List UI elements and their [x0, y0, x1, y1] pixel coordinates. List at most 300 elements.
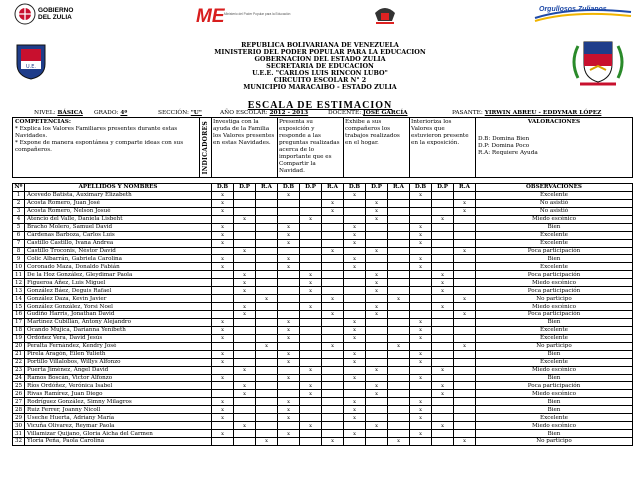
mark-cell: x: [278, 231, 300, 239]
mark-cell: [388, 303, 410, 311]
mark-cell: [344, 382, 366, 390]
col-ra-header-4: R.A: [454, 184, 476, 192]
orgullosos-zulianos-logo: [533, 4, 633, 24]
mark-cell: [410, 287, 432, 295]
student-name: Useche Huerta, Adriany María: [25, 414, 212, 422]
mark-cell: [322, 406, 344, 414]
student-name: Yloria Peña, Paola Carolina: [25, 438, 212, 446]
mark-cell: [366, 263, 388, 271]
mark-cell: [388, 215, 410, 223]
mark-cell: [388, 231, 410, 239]
mark-cell: [256, 207, 278, 215]
table-row: [13, 358, 633, 366]
mark-cell: x: [344, 430, 366, 438]
mark-cell: [454, 303, 476, 311]
observation: Bien: [476, 318, 633, 326]
mark-cell: x: [344, 334, 366, 342]
valoracion-dp: D.P: Domina Poco: [478, 143, 530, 149]
row-number: 4: [13, 215, 25, 223]
mark-cell: x: [432, 303, 454, 311]
mark-cell: [322, 350, 344, 358]
table-row: [13, 438, 633, 446]
student-name: González González, Yorsi Noel: [25, 303, 212, 311]
table-row: [13, 207, 633, 215]
mark-cell: [366, 406, 388, 414]
student-name: Portillo Villalobos, Willys Alfonzo: [25, 358, 212, 366]
student-name: Martínez Cubillán, Antony Alejandro: [25, 318, 212, 326]
mark-cell: x: [410, 358, 432, 366]
row-number: 9: [13, 255, 25, 263]
col-dp-header-3: D.P: [366, 184, 388, 192]
pasante-label: PASANTE:: [452, 110, 483, 116]
mark-cell: x: [212, 318, 234, 326]
mark-cell: x: [344, 239, 366, 247]
mark-cell: x: [344, 255, 366, 263]
mark-cell: [432, 231, 454, 239]
mark-cell: [432, 438, 454, 446]
observation: No participo: [476, 295, 633, 303]
mark-cell: [322, 414, 344, 422]
observation: No participo: [476, 438, 633, 446]
mark-cell: [300, 223, 322, 231]
competencias-title: COMPETENCIAS:: [15, 119, 71, 125]
student-name: Castillo Castillo, Ivana Andrea: [25, 239, 212, 247]
mark-cell: x: [432, 215, 454, 223]
mark-cell: x: [366, 287, 388, 295]
seccion-value: "U": [190, 110, 202, 116]
mark-cell: [212, 247, 234, 255]
mark-cell: [278, 215, 300, 223]
mark-cell: x: [278, 406, 300, 414]
mark-cell: x: [278, 318, 300, 326]
mark-cell: x: [454, 295, 476, 303]
students-table-body: [13, 191, 633, 445]
mark-cell: [212, 342, 234, 350]
info-docente: [328, 110, 408, 117]
valoracion-ra: R.A: Requiere Ayuda: [478, 150, 538, 156]
student-name: Colic Albarrán, Gabriela Carolina: [25, 255, 212, 263]
mark-cell: x: [432, 279, 454, 287]
observation: Poca participación: [476, 247, 633, 255]
mark-cell: x: [278, 263, 300, 271]
mark-cell: [256, 239, 278, 247]
mark-cell: [344, 438, 366, 446]
mark-cell: x: [278, 350, 300, 358]
mark-cell: [454, 231, 476, 239]
mark-cell: x: [256, 438, 278, 446]
mark-cell: [322, 255, 344, 263]
col-dp-header-2: D.P: [300, 184, 322, 192]
mark-cell: x: [300, 366, 322, 374]
nivel-value: BÁSICA: [57, 110, 83, 116]
student-name: Pirela Aragón, Eilen Yulieth: [25, 350, 212, 358]
row-number: 32: [13, 438, 25, 446]
mark-cell: [234, 255, 256, 263]
student-name: Ramos Boscán, Victor Alfonzo: [25, 374, 212, 382]
col-dp-header-4: D.P: [432, 184, 454, 192]
mark-cell: [322, 390, 344, 398]
mark-cell: [256, 334, 278, 342]
mark-cell: [410, 303, 432, 311]
mark-cell: [300, 295, 322, 303]
student-name: Atencio del Valle, Daniela Lisbeht: [25, 215, 212, 223]
table-row: [13, 414, 633, 422]
observation: Bien: [476, 398, 633, 406]
mark-cell: [388, 247, 410, 255]
mark-cell: [410, 422, 432, 430]
mark-cell: x: [278, 414, 300, 422]
row-number: 10: [13, 263, 25, 271]
observation: Miedo escénico: [476, 422, 633, 430]
ministry-logo-mark: ME: [196, 6, 225, 27]
mark-cell: x: [278, 255, 300, 263]
mark-cell: [432, 207, 454, 215]
table-row: [13, 239, 633, 247]
mark-cell: [432, 223, 454, 231]
mark-cell: [278, 207, 300, 215]
header-line-7: MUNICIPIO MARACAIBO - ESTADO ZULIA: [243, 83, 397, 91]
mark-cell: [454, 334, 476, 342]
mark-cell: [454, 374, 476, 382]
mark-cell: [388, 334, 410, 342]
table-row: [13, 295, 633, 303]
mark-cell: [234, 374, 256, 382]
mark-cell: [366, 231, 388, 239]
table-row: [13, 255, 633, 263]
observation: Excelente: [476, 231, 633, 239]
mark-cell: x: [410, 334, 432, 342]
mark-cell: x: [234, 390, 256, 398]
mark-cell: [278, 366, 300, 374]
mark-cell: [454, 422, 476, 430]
mark-cell: [278, 279, 300, 287]
mark-cell: [432, 374, 454, 382]
mark-cell: [256, 303, 278, 311]
table-row: [13, 342, 633, 350]
col-ra-header-3: R.A: [388, 184, 410, 192]
competencias-text: * Explica los Valores Familiares presentes durante estas Navidades. * Expone de manera espontánea y comparte ideas con sus compañeros.: [15, 126, 184, 153]
mark-cell: [322, 231, 344, 239]
mark-cell: [212, 311, 234, 319]
mark-cell: [256, 382, 278, 390]
zulia-emblem-icon: [14, 3, 36, 25]
valoracion-db: D.B: Domina Bien: [478, 136, 530, 142]
mark-cell: [344, 295, 366, 303]
observation: Poca participación: [476, 382, 633, 390]
mark-cell: x: [278, 239, 300, 247]
mark-cell: x: [300, 382, 322, 390]
mark-cell: [388, 263, 410, 271]
mark-cell: [256, 358, 278, 366]
table-row: [13, 398, 633, 406]
mark-cell: [322, 430, 344, 438]
mark-cell: x: [212, 255, 234, 263]
mark-cell: x: [410, 414, 432, 422]
row-number: 3: [13, 207, 25, 215]
mark-cell: x: [234, 279, 256, 287]
mark-cell: [388, 414, 410, 422]
mark-cell: x: [300, 422, 322, 430]
mark-cell: [432, 334, 454, 342]
observation: No asistió: [476, 199, 633, 207]
mark-cell: [388, 390, 410, 398]
table-row: [13, 326, 633, 334]
competencias-table: [12, 117, 633, 178]
mark-cell: [300, 263, 322, 271]
mark-cell: [256, 430, 278, 438]
header-line-5: U.E.E. "CARLOS LUIS RINCON LUBO": [252, 69, 388, 77]
observation: Miedo escénico: [476, 366, 633, 374]
mark-cell: [388, 318, 410, 326]
mark-cell: [454, 255, 476, 263]
mark-cell: [388, 255, 410, 263]
mark-cell: [410, 390, 432, 398]
mark-cell: x: [344, 191, 366, 199]
mark-cell: [212, 382, 234, 390]
mark-cell: x: [212, 334, 234, 342]
mark-cell: [278, 247, 300, 255]
observation: Excelente: [476, 358, 633, 366]
header-line-4: SECRETARIA DE EDUCACION: [266, 62, 374, 70]
mark-cell: [388, 326, 410, 334]
mark-cell: [322, 334, 344, 342]
mark-cell: x: [234, 287, 256, 295]
student-name: Rodríguez González, Simny Milagros: [25, 398, 212, 406]
mark-cell: [454, 366, 476, 374]
mark-cell: [432, 295, 454, 303]
mark-cell: [256, 350, 278, 358]
mark-cell: x: [212, 406, 234, 414]
row-number: 26: [13, 390, 25, 398]
student-name: Gudiño Harris, Jonathan David: [25, 311, 212, 319]
table-row: [13, 191, 633, 199]
observation: Bien: [476, 430, 633, 438]
mark-cell: [322, 382, 344, 390]
mark-cell: [212, 271, 234, 279]
mark-cell: x: [432, 390, 454, 398]
row-number: 24: [13, 374, 25, 382]
student-name: Ríos Ordóñez, Verónica Isabel: [25, 382, 212, 390]
valoraciones-title: VALORACIONES: [527, 119, 581, 125]
mark-cell: x: [278, 334, 300, 342]
mark-cell: [212, 303, 234, 311]
mark-cell: [322, 191, 344, 199]
mark-cell: x: [300, 390, 322, 398]
info-grado: [94, 110, 127, 117]
mark-cell: [454, 390, 476, 398]
mark-cell: [212, 422, 234, 430]
mark-cell: [300, 438, 322, 446]
student-name: Ruiz Ferrer, Joanny Nicoll: [25, 406, 212, 414]
mark-cell: x: [410, 430, 432, 438]
mark-cell: [322, 263, 344, 271]
mark-cell: [454, 414, 476, 422]
table-row: [13, 279, 633, 287]
mark-cell: [454, 223, 476, 231]
mark-cell: [454, 287, 476, 295]
observation: Bien: [476, 374, 633, 382]
mark-cell: [366, 191, 388, 199]
mark-cell: [454, 382, 476, 390]
right-logo-text: Orgullosos Zulianos: [539, 6, 607, 13]
mark-cell: x: [366, 207, 388, 215]
mark-cell: [234, 263, 256, 271]
mark-cell: [388, 191, 410, 199]
mark-cell: x: [256, 295, 278, 303]
mark-cell: [432, 342, 454, 350]
mark-cell: x: [234, 247, 256, 255]
mark-cell: x: [410, 326, 432, 334]
indicadores-label-cell: [200, 118, 212, 178]
mark-cell: [234, 326, 256, 334]
mark-cell: [234, 430, 256, 438]
mark-cell: [256, 414, 278, 422]
row-number: 11: [13, 271, 25, 279]
mark-cell: [432, 406, 454, 414]
col-dp-header-1: D.P: [234, 184, 256, 192]
mark-cell: [256, 271, 278, 279]
table-row: [13, 382, 633, 390]
mark-cell: x: [344, 398, 366, 406]
table-row: [13, 303, 633, 311]
header-line-1: REPUBLICA BOLIVARIANA DE VENEZUELA: [241, 41, 399, 49]
mark-cell: [300, 414, 322, 422]
header-line-2: MINISTERIO DEL PODER POPULAR PARA LA EDUCACION: [214, 48, 426, 56]
observation: Miedo escénico: [476, 215, 633, 223]
student-name: Cárdenas Barboza, Carlos Luis: [25, 231, 212, 239]
mark-cell: x: [454, 438, 476, 446]
mark-cell: [388, 366, 410, 374]
col-db-header-4: D.B: [410, 184, 432, 192]
mark-cell: [234, 199, 256, 207]
mark-cell: [278, 271, 300, 279]
seccion-label: SECCIÓN:: [158, 110, 189, 116]
mark-cell: [388, 311, 410, 319]
mark-cell: x: [300, 303, 322, 311]
student-name: Acosta Romero, Juan José: [25, 199, 212, 207]
mark-cell: [410, 279, 432, 287]
mark-cell: [300, 191, 322, 199]
mark-cell: x: [322, 342, 344, 350]
table-row: [13, 334, 633, 342]
mark-cell: x: [212, 398, 234, 406]
mark-cell: x: [212, 239, 234, 247]
mark-cell: [388, 358, 410, 366]
table-row: [13, 199, 633, 207]
mark-cell: x: [432, 366, 454, 374]
table-header-row: [13, 184, 633, 192]
header-line-3: GOBERNACION DEL ESTADO ZULIA: [254, 55, 386, 63]
mark-cell: x: [212, 191, 234, 199]
mark-cell: x: [278, 398, 300, 406]
mark-cell: [410, 311, 432, 319]
observation: Poca participación: [476, 311, 633, 319]
mark-cell: [300, 342, 322, 350]
mark-cell: [256, 311, 278, 319]
mark-cell: [256, 390, 278, 398]
mark-cell: [454, 263, 476, 271]
mark-cell: [366, 358, 388, 366]
table-row: [13, 318, 633, 326]
anio-label: AÑO ESCOLAR:: [220, 110, 268, 116]
mark-cell: [388, 223, 410, 231]
mark-cell: x: [366, 422, 388, 430]
mark-cell: [278, 287, 300, 295]
mark-cell: [300, 326, 322, 334]
mark-cell: x: [256, 342, 278, 350]
mark-cell: [344, 366, 366, 374]
mark-cell: [366, 430, 388, 438]
mark-cell: [322, 326, 344, 334]
mark-cell: [454, 271, 476, 279]
mark-cell: [432, 263, 454, 271]
table-row: [13, 350, 633, 358]
mark-cell: x: [278, 223, 300, 231]
mark-cell: [278, 422, 300, 430]
mark-cell: x: [454, 311, 476, 319]
mark-cell: [300, 239, 322, 247]
indicador-2: Presenta su exposición y responde a las preguntas realizadas acerca de lo importante que es Compartir la Navidad.: [278, 118, 344, 178]
observation: Bien: [476, 406, 633, 414]
mark-cell: [432, 358, 454, 366]
mark-cell: x: [410, 255, 432, 263]
mark-cell: [454, 358, 476, 366]
mark-cell: [388, 279, 410, 287]
mark-cell: [322, 239, 344, 247]
mark-cell: x: [366, 279, 388, 287]
mark-cell: [256, 231, 278, 239]
mark-cell: [300, 334, 322, 342]
mark-cell: x: [234, 311, 256, 319]
mark-cell: [410, 366, 432, 374]
docente-value: JOSÉ GARCÍA: [363, 110, 408, 116]
mark-cell: [234, 414, 256, 422]
mark-cell: x: [344, 406, 366, 414]
row-number: 22: [13, 358, 25, 366]
mark-cell: x: [366, 366, 388, 374]
row-number: 27: [13, 398, 25, 406]
grado-value: 4º: [120, 110, 128, 116]
mark-cell: x: [344, 350, 366, 358]
mark-cell: [344, 311, 366, 319]
mark-cell: [322, 279, 344, 287]
mark-cell: [388, 207, 410, 215]
mark-cell: [278, 342, 300, 350]
mark-cell: [366, 326, 388, 334]
table-row: [13, 390, 633, 398]
indicador-3: Exhibe a sus compañeros los trabajos realizados en el hogar.: [344, 118, 410, 178]
mark-cell: x: [454, 247, 476, 255]
info-pasante: [452, 110, 601, 117]
mark-cell: x: [322, 438, 344, 446]
mark-cell: x: [234, 215, 256, 223]
table-row: [13, 430, 633, 438]
mark-cell: [388, 430, 410, 438]
row-number: 12: [13, 279, 25, 287]
mark-cell: [388, 374, 410, 382]
mark-cell: [300, 358, 322, 366]
table-row: [13, 231, 633, 239]
mark-cell: x: [454, 342, 476, 350]
mark-cell: [256, 326, 278, 334]
mark-cell: [344, 279, 366, 287]
mark-cell: x: [234, 303, 256, 311]
col-db-header-3: D.B: [344, 184, 366, 192]
mark-cell: [322, 422, 344, 430]
mark-cell: x: [410, 231, 432, 239]
observation: Bien: [476, 255, 633, 263]
mark-cell: [212, 287, 234, 295]
